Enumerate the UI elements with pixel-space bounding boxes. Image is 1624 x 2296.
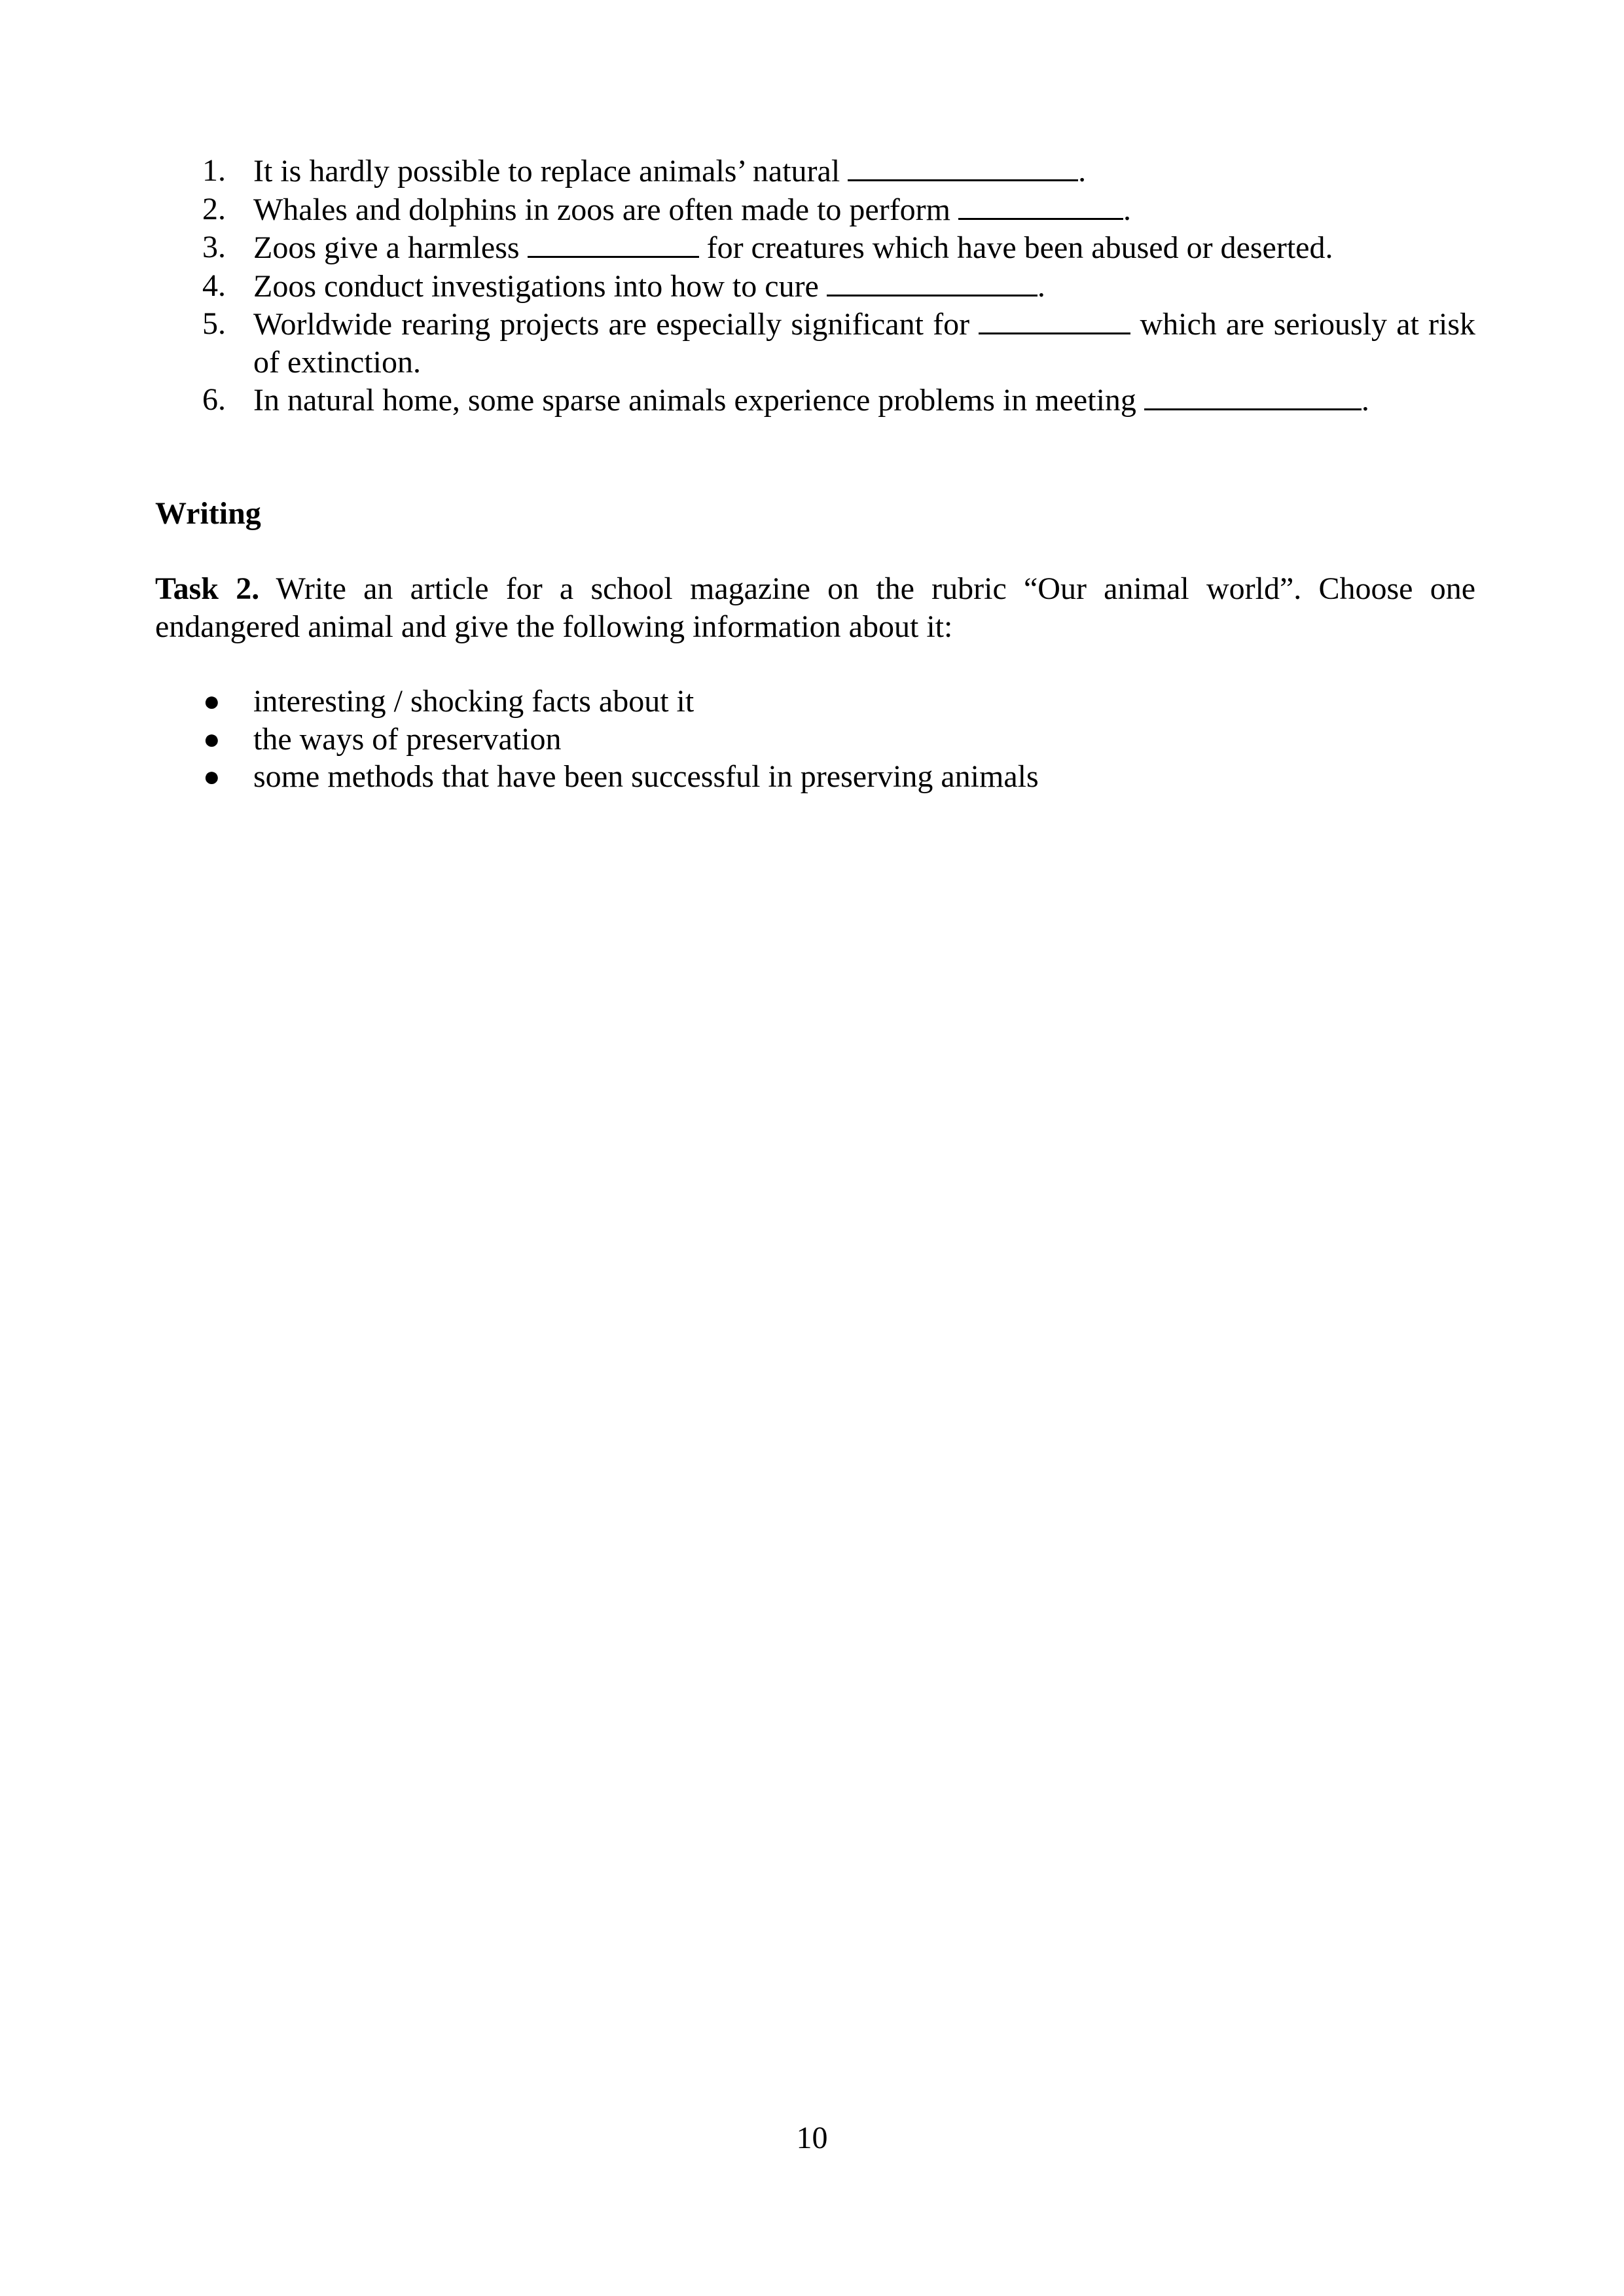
- question-text-end: for creatures which have been abused or deserted.: [698, 230, 1333, 265]
- fill-in-question-list: [155, 152, 1475, 420]
- question-text: Worldwide rearing projects are especially significant for: [253, 307, 979, 342]
- bullet-icon: ●: [203, 685, 221, 717]
- list-item: [155, 190, 1475, 229]
- answer-blank[interactable]: [528, 228, 699, 258]
- question-text: Zoos conduct investigations into how to cure: [253, 268, 827, 304]
- question-text: Whales and dolphins in zoos are often made to perform: [253, 192, 958, 227]
- task-text-1: Write an article for a school magazine on the rubric “Our animal world”. Choose one: [259, 571, 1475, 606]
- question-text: It is hardly possible to replace animals’ natural: [253, 154, 848, 188]
- question-text: Zoos give a harmless: [253, 230, 528, 265]
- list-item: [155, 381, 1475, 420]
- question-text-end: .: [1123, 192, 1131, 227]
- list-item: [155, 228, 1475, 267]
- item-number: 6.: [202, 382, 226, 417]
- item-number: 2.: [202, 191, 226, 226]
- task-paragraph: [155, 570, 1475, 645]
- list-item: [155, 267, 1475, 306]
- question-text: In natural home, some sparse animals experience problems in meeting: [253, 383, 1144, 418]
- bullet-text: the ways of preservation: [253, 721, 562, 757]
- item-number: 3.: [202, 230, 226, 264]
- answer-blank[interactable]: [958, 190, 1123, 220]
- answer-blank[interactable]: [1144, 381, 1362, 410]
- list-item: [155, 305, 1475, 381]
- task-text-2: endangered animal and give the following information about it:: [155, 609, 953, 644]
- question-text-end: .: [1078, 154, 1087, 188]
- item-number: 4.: [202, 268, 226, 303]
- list-item: [155, 152, 1475, 190]
- section-heading: Writing: [155, 496, 261, 531]
- list-item: [155, 683, 1475, 721]
- page-number: 10: [796, 2121, 828, 2155]
- bullet-text: interesting / shocking facts about it: [253, 684, 695, 719]
- answer-blank[interactable]: [827, 267, 1038, 296]
- item-number: 5.: [202, 306, 226, 341]
- question-text-end: .: [1037, 268, 1045, 304]
- bullet-icon: ●: [203, 723, 221, 755]
- task-line-1: [155, 570, 1475, 608]
- task-label: Task 2.: [155, 571, 260, 606]
- bullet-text: some methods that have been successful in preserving animals: [253, 759, 1039, 794]
- answer-blank[interactable]: [979, 305, 1130, 334]
- item-number: 1.: [202, 153, 226, 188]
- bullet-list: [155, 683, 1475, 796]
- list-item: [155, 758, 1475, 796]
- answer-blank[interactable]: [848, 152, 1078, 181]
- question-text-end: which are seriously at risk of extinction.: [253, 307, 1476, 380]
- question-text-end: .: [1361, 383, 1369, 418]
- bullet-icon: ●: [203, 761, 221, 793]
- list-item: [155, 721, 1475, 759]
